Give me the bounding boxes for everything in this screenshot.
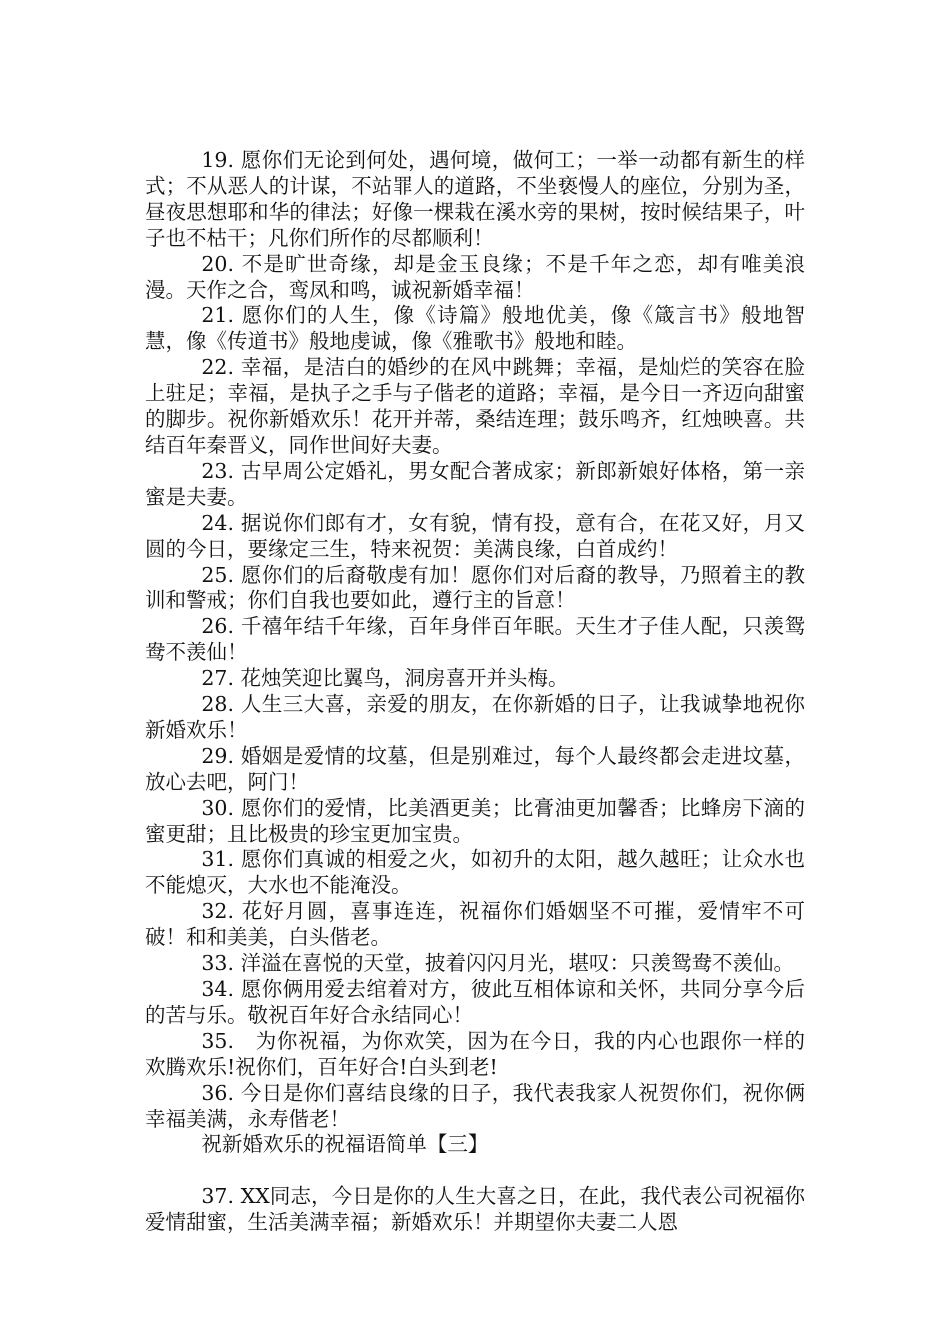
paragraph-28: 28. 人生三大喜，亲爱的朋友，在你新婚的日子，让我诚挚地祝你新婚欢乐！ (145, 692, 805, 742)
paragraph-27: 27. 花烛笑迎比翼鸟，洞房喜开并头梅。 (201, 666, 569, 691)
paragraph-21: 21. 愿你们的人生，像《诗篇》般地优美，像《箴言书》般地智慧，像《传道书》般地虔诚，像《雅歌书》般地和睦。 (145, 303, 805, 354)
paragraph-29: 29. 婚姻是爱情的坟墓，但是别难过，每个人最终都会走进坟墓，放心去吧，阿门！ (145, 743, 805, 794)
paragraph-19: 19. 愿你们无论到何处，遇何境，做何工；一举一动都有新生的样式；不从恶人的计谋，不站罪人的道路，不坐亵慢人的座位，分别为圣，昼夜思想耶和华的律法；好像一棵栽在溪水旁的果树，按时候结果子，叶子也不枯干；凡你们所作的尽都顺利！ (145, 148, 805, 250)
document-body (145, 148, 805, 1236)
paragraph-31: 31. 愿你们真诚的相爱之火，如初升的太阳，越久越旺；让众水也不能熄灭，大水也不能淹没。 (145, 847, 805, 898)
paragraph-30: 30. 愿你们的爱情，比美酒更美；比膏油更加馨香；比蜂房下滴的蜜更甜；且比极贵的珍宝更加宝贵。 (145, 795, 805, 846)
blank-line (145, 1158, 805, 1184)
section-heading: 祝新婚欢乐的祝福语简单【三】 (201, 1132, 489, 1157)
paragraph-32: 32. 花好月圆，喜事连连，祝福你们婚姻坚不可摧，爱情牢不可破！和和美美，白头偕老。 (145, 899, 805, 950)
paragraph-24: 24. 据说你们郎有才，女有貌，情有投，意有合，在花又好，月又圆的今日，要缘定三生，特来祝贺：美满良缘，白首成约！ (145, 510, 805, 561)
paragraph-20: 20. 不是旷世奇缘，却是金玉良缘；不是千年之恋，却有唯美浪漫。天作之合，鸾凤和鸣，诚祝新婚幸福！ (145, 251, 805, 302)
paragraph-33: 33. 洋溢在喜悦的天堂，披着闪闪月光，堪叹：只羡鸳鸯不羡仙。 (201, 951, 794, 976)
paragraph-35: 35. 为你祝福，为你欢笑，因为在今日，我的内心也跟你一样的欢腾欢乐!祝你们，百年好合!白头到老! (145, 1028, 805, 1079)
paragraph-23: 23. 古早周公定婚礼，男女配合著成家；新郎新娘好体格，第一亲蜜是夫妻。 (145, 458, 805, 509)
paragraph-37: 37. XX同志，今日是你的人生大喜之日，在此，我代表公司祝福你爱情甜蜜，生活美满幸福；新婚欢乐！并期望你夫妻二人恩 (145, 1184, 805, 1235)
paragraph-25: 25. 愿你们的后裔敬虔有加！愿你们对后裔的教导，乃照着主的教训和警戒；你们自我也要如此，遵行主的旨意！ (145, 562, 805, 613)
paragraph-22: 22. 幸福，是洁白的婚纱的在风中跳舞；幸福，是灿烂的笑容在脸上驻足；幸福，是执子之手与子偕老的道路；幸福，是今日一齐迈向甜蜜的脚步。祝你新婚欢乐！花开并蒂，桑结连理；鼓乐鸣齐，红烛映喜。共结百年秦晋义，同作世间好夫妻。 (145, 355, 805, 457)
paragraph-34: 34. 愿你俩用爱去绾着对方，彼此互相体谅和关怀，共同分享今后的苦与乐。敬祝百年好合永结同心！ (145, 977, 805, 1027)
paragraph-36: 36. 今日是你们喜结良缘的日子，我代表我家人祝贺你们，祝你俩幸福美满，永寿偕老！ (145, 1080, 805, 1131)
paragraph-26: 26. 千禧年结千年缘，百年身伴百年眠。天生才子佳人配，只羡鸳鸯不羡仙！ (145, 614, 805, 665)
